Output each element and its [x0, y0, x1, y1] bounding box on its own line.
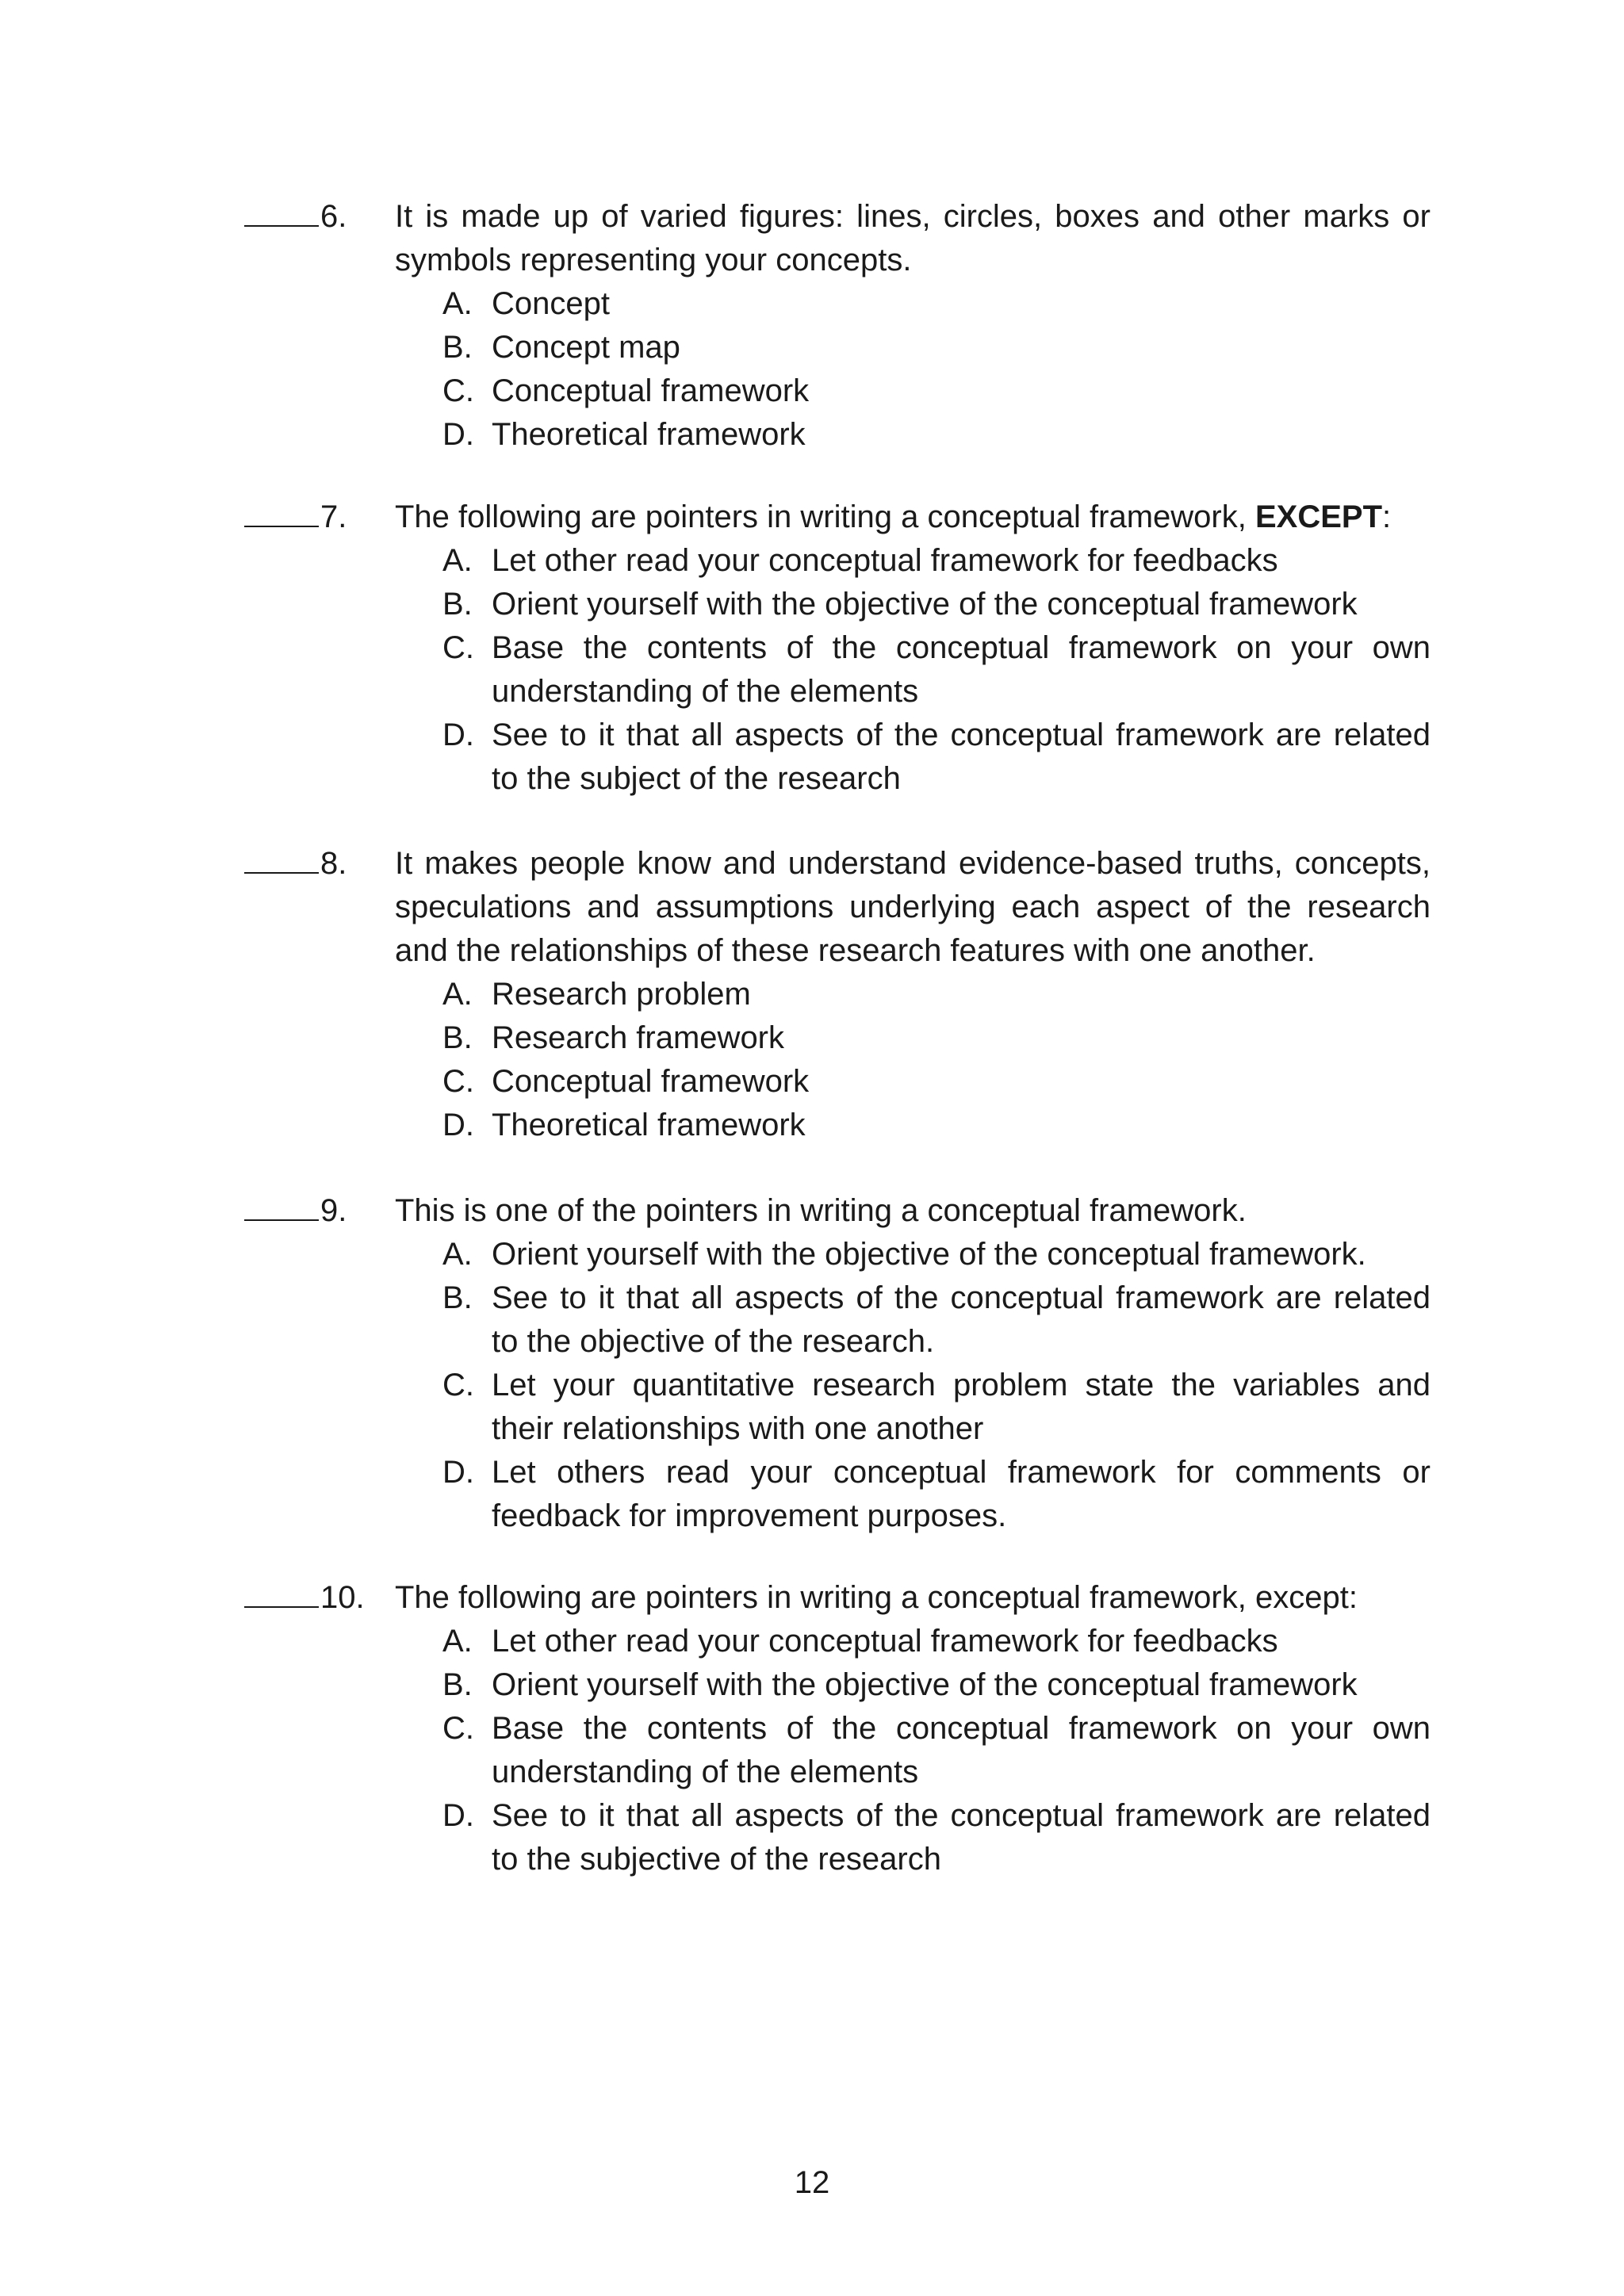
question-number: 9.: [244, 1189, 347, 1233]
option-b: B. Research framework: [442, 1020, 785, 1055]
question-10: [244, 1576, 1431, 1881]
option-c: C. Let your quantitative research problem state the variables and their relationships with one another: [442, 1368, 1431, 1446]
option-b: B. Orient yourself with the objective of the conceptual framework: [442, 1667, 1358, 1702]
question-head: [244, 842, 1431, 973]
option-a: A. Concept: [442, 286, 610, 321]
option-d: D. See to it that all aspects of the conceptual framework are related to the subject of the research: [442, 718, 1431, 796]
option-b: B. Concept map: [442, 330, 680, 365]
option-a: A. Orient yourself with the objective of the conceptual framework.: [442, 1237, 1366, 1272]
option-d: D. See to it that all aspects of the conceptual framework are related to the subjective of the research: [442, 1798, 1431, 1877]
question-head: [244, 1189, 1431, 1233]
question-number: 8.: [244, 842, 347, 886]
option-c: C. Base the contents of the conceptual framework on your own understanding of the elements: [442, 630, 1431, 709]
question-text: It makes people know and understand evidence-based truths, concepts, speculations and assumptions underlying each aspect of the research and the relationships of these research features with one another.: [395, 846, 1431, 968]
page-number: 12: [794, 2165, 830, 2200]
option-d: D. Let others read your conceptual framework for comments or feedback for improvement purposes.: [442, 1455, 1431, 1533]
question-number: 7.: [244, 496, 347, 539]
question-head: [244, 1576, 1431, 1620]
question-9: [244, 1189, 1431, 1538]
answer-options: [244, 539, 1431, 801]
option-c: C. Conceptual framework: [442, 1064, 810, 1099]
question-text: It is made up of varied figures: lines, circles, boxes and other marks or symbols representing your concepts.: [395, 199, 1431, 277]
question-8: [244, 842, 1431, 1147]
question-head: [244, 496, 1431, 539]
option-a: A. Let other read your conceptual framework for feedbacks: [442, 543, 1278, 578]
question-text: The following are pointers in writing a conceptual framework, except:: [395, 1580, 1358, 1615]
answer-blank[interactable]: [244, 1576, 319, 1608]
option-b: B. See to it that all aspects of the conceptual framework are related to the objective of the research.: [442, 1280, 1431, 1359]
option-d: D. Theoretical framework: [442, 417, 806, 452]
option-a: A. Let other read your conceptual framework for feedbacks: [442, 1624, 1278, 1659]
option-a: A. Research problem: [442, 977, 751, 1012]
option-c: C. Conceptual framework: [442, 373, 810, 408]
option-d: D. Theoretical framework: [442, 1108, 806, 1142]
question-6: [244, 195, 1431, 457]
answer-blank[interactable]: [244, 496, 319, 527]
option-b: B. Orient yourself with the objective of the conceptual framework: [442, 587, 1358, 622]
question-number: 6.: [244, 195, 347, 239]
question-head: [244, 195, 1431, 282]
question-7: [244, 496, 1431, 801]
question-text: This is one of the pointers in writing a conceptual framework.: [395, 1193, 1247, 1228]
answer-options: [244, 282, 1431, 457]
answer-options: [244, 1233, 1431, 1538]
answer-blank[interactable]: [244, 1189, 319, 1221]
answer-options: [244, 1620, 1431, 1881]
question-number: 10.: [244, 1576, 365, 1620]
answer-blank[interactable]: [244, 195, 319, 227]
option-c: C. Base the contents of the conceptual framework on your own understanding of the elements: [442, 1711, 1431, 1789]
emphasis-text: EXCEPT: [1254, 499, 1383, 534]
answer-blank[interactable]: [244, 842, 319, 874]
question-text: The following are pointers in writing a conceptual framework, EXCEPT:: [395, 499, 1392, 534]
answer-options: [244, 973, 1431, 1147]
